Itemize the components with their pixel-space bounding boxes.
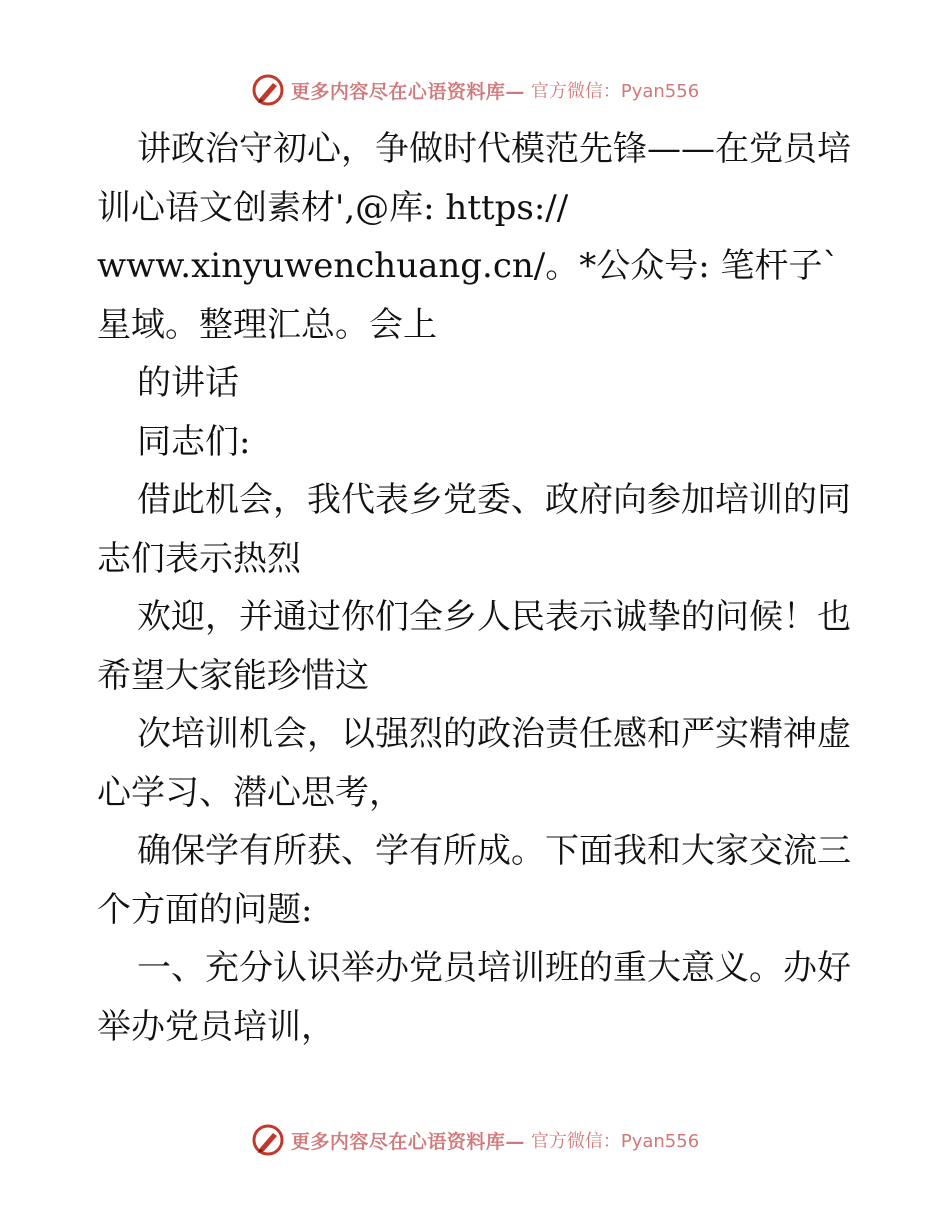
paragraph-body: 借此机会，我代表乡党委、政府向参加培训的同志们表示热烈 [97, 480, 851, 579]
footer-banner [0, 1120, 950, 1160]
paragraph-body: 确保学有所获、学有所成。下面我和大家交流三个方面的问题: [97, 831, 851, 930]
header-banner [0, 70, 950, 110]
pen-logo-icon [251, 73, 285, 107]
pen-logo-icon [251, 1123, 285, 1157]
banner-wechat-text: 官方微信：Pyan556 [530, 81, 700, 102]
paragraph-greeting: 同志们: [137, 421, 251, 462]
banner-main-text: 更多内容尽在心语资料库— [290, 80, 525, 103]
paragraph-title-end: 的讲话 [137, 363, 239, 403]
paragraph-source: www.xinyuwenchuang.cn/。*公众号: 笔杆子`星域。整理汇总。会上 [97, 246, 840, 345]
paragraph-section-heading: 一、充分认识举办党员培训班的重大意义。办好举办党员培训， [97, 948, 851, 1047]
banner-main-text: 更多内容尽在心语资料库— [290, 1130, 525, 1153]
paragraph-body: 欢迎，并通过你们全乡人民表示诚挚的问候！也希望大家能珍惜这 [97, 597, 851, 696]
paragraph-body: 次培训机会，以强烈的政治责任感和严实精神虚心学习、潜心思考， [97, 714, 851, 813]
paragraph-title: 讲政治守初心，争做时代模范先锋——在党员培训心语文创素材',@库: https:// [97, 129, 851, 228]
document-body [97, 120, 857, 1056]
banner-wechat-text: 官方微信：Pyan556 [530, 1131, 700, 1152]
